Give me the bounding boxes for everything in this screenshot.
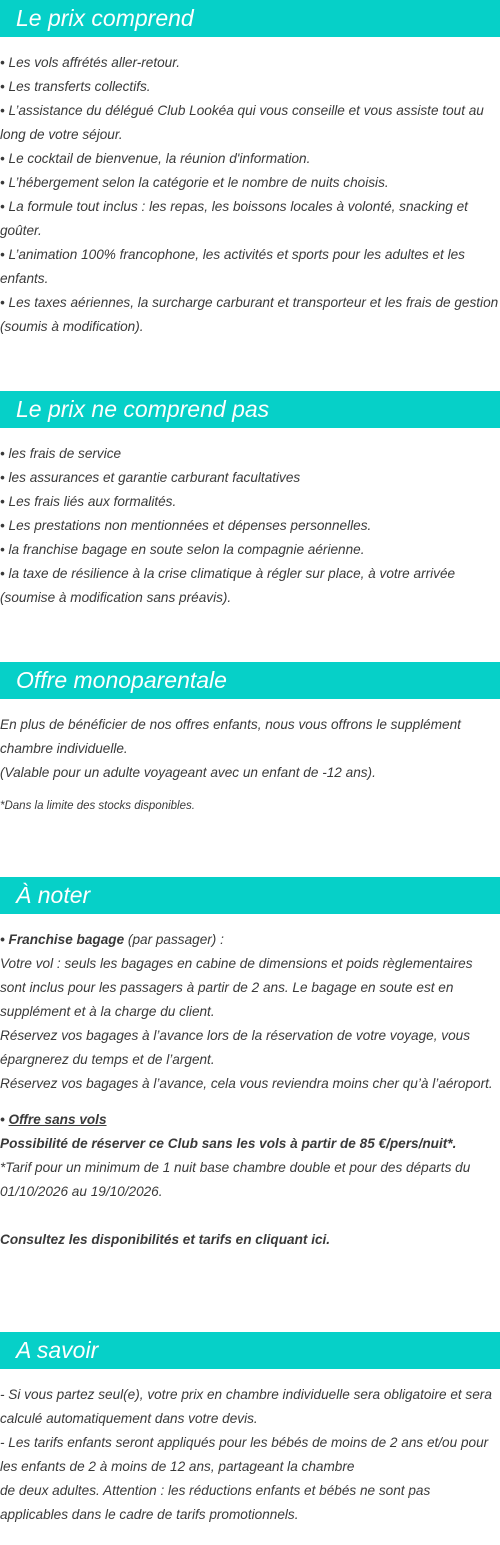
section-title: Le prix ne comprend pas	[0, 391, 500, 428]
consult-link-text[interactable]: Consultez les disponibilités et tarifs en cliquant ici.	[0, 1232, 331, 1247]
info-text: de deux adultes. Attention : les réductions enfants et bébés ne sont pas applicables dans le cadre de tarifs promotionnels.	[0, 1483, 431, 1522]
section-price-excludes	[0, 391, 500, 610]
list-item: • Les taxes aériennes, la surcharge carburant et transporteur et les frais de gestion (soumis à modification).	[0, 295, 499, 334]
baggage-text: Réservez vos bagages à l’avance lors de la réservation de votre voyage, vous épargnerez du temps et de l’argent.	[0, 1028, 470, 1067]
offer-price-text: Possibilité de réserver ce Club sans les vols à partir de 85 €/pers/nuit*.	[0, 1136, 457, 1151]
bullet: •	[0, 932, 9, 947]
list-item: • Les transferts collectifs.	[0, 79, 151, 94]
section-title: Le prix comprend	[0, 0, 500, 37]
stock-note: *Dans la limite des stocks disponibles.	[0, 800, 195, 812]
baggage-label: Franchise bagage	[8, 932, 125, 947]
list-item: • L’assistance du délégué Club Lookéa qui vous conseille et vous assiste tout au long de votre séjour.	[0, 103, 484, 142]
list-item: • Les frais liés aux formalités.	[0, 494, 177, 509]
section-body	[0, 914, 500, 1252]
offer-note: *Tarif pour un minimum de 1 nuit base chambre double et pour des départs du 01/10/2026 au 19/10/2026.	[0, 1160, 471, 1199]
baggage-text: Votre vol : seuls les bagages en cabine de dimensions et poids règlementaires sont inclus pour les passagers à partir de 2 ans. Le bagage en soute est en supplément et à la charge du client.	[0, 956, 473, 1019]
section-body	[0, 699, 500, 815]
section-title: Offre monoparentale	[0, 662, 500, 699]
list-item: • Le cocktail de bienvenue, la réunion d'information.	[0, 151, 311, 166]
section-single-parent-offer	[0, 662, 500, 815]
section-to-know	[0, 1332, 500, 1527]
list-item: • la taxe de résilience à la crise climatique à régler sur place, à votre arrivée (soumise à modification sans préavis).	[0, 566, 456, 605]
section-title: A savoir	[0, 1332, 500, 1369]
list-item: • les assurances et garantie carburant facultatives	[0, 470, 301, 485]
list-item: • L’hébergement selon la catégorie et le nombre de nuits choisis.	[0, 175, 389, 190]
offer-text: En plus de bénéficier de nos offres enfants, nous vous offrons le supplément chambre individuelle.	[0, 717, 461, 756]
section-price-includes	[0, 0, 500, 339]
baggage-heading	[0, 928, 500, 952]
section-to-note	[0, 877, 500, 1252]
section-title: À noter	[0, 877, 500, 914]
list-item: • la franchise bagage en soute selon la compagnie aérienne.	[0, 542, 365, 557]
section-body	[0, 428, 500, 610]
consult-link[interactable]	[0, 1228, 500, 1252]
baggage-suffix: (par passager) :	[124, 932, 224, 947]
list-item: • La formule tout inclus : les repas, les boissons locales à volonté, snacking et goûter.	[0, 199, 468, 238]
offer-without-flights-link[interactable]: Offre sans vols	[8, 1112, 107, 1127]
bullet: •	[0, 1112, 9, 1127]
section-body	[0, 37, 500, 339]
list-item: • L’animation 100% francophone, les activités et sports pour les adultes et les enfants.	[0, 247, 465, 286]
list-item: • les frais de service	[0, 446, 122, 461]
offer-heading	[0, 1108, 500, 1132]
section-body	[0, 1369, 500, 1527]
list-item: • Les prestations non mentionnées et dépenses personnelles.	[0, 518, 372, 533]
baggage-text: Réservez vos bagages à l’avance, cela vous reviendra moins cher qu’à l’aéroport.	[0, 1076, 493, 1091]
info-text: - Les tarifs enfants seront appliqués pour les bébés de moins de 2 ans et/ou pour les enfants de 2 à moins de 12 ans, partageant la chambre	[0, 1435, 489, 1474]
list-item: • Les vols affrétés aller-retour.	[0, 55, 181, 70]
info-text: - Si vous partez seul(e), votre prix en chambre individuelle sera obligatoire et sera calculé automatiquement dans votre devis.	[0, 1387, 492, 1426]
offer-price	[0, 1132, 500, 1156]
offer-condition: (Valable pour un adulte voyageant avec un enfant de -12 ans).	[0, 765, 376, 780]
